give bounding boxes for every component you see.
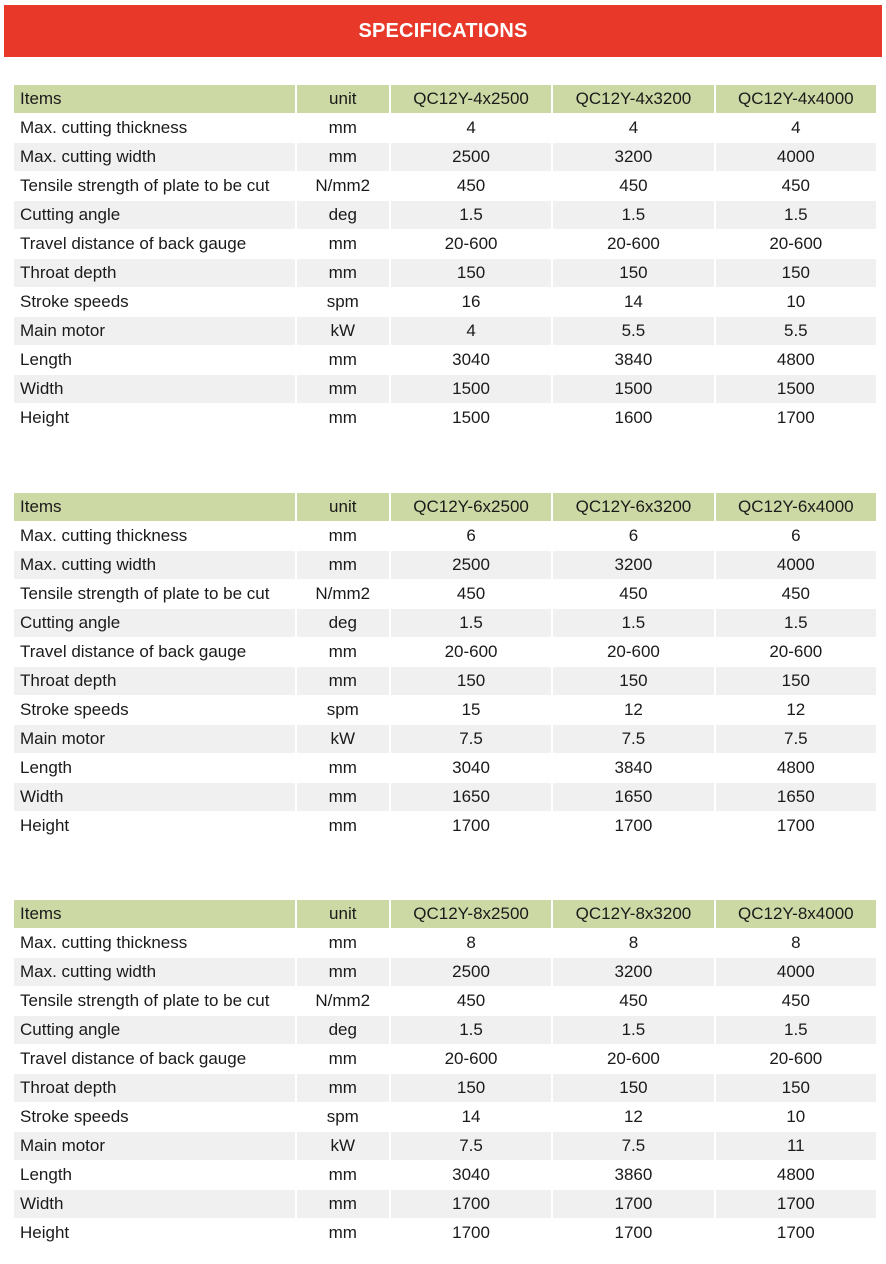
unit-cell: mm: [297, 1074, 389, 1102]
unit-cell: spm: [326, 700, 359, 719]
value-cell: 1700: [391, 1190, 551, 1218]
value-cell: 1650: [553, 783, 713, 811]
value-cell: 150: [716, 259, 876, 287]
table-row: [14, 522, 876, 550]
unit-cell: mm: [297, 551, 389, 579]
value-cell: 7.5: [391, 1132, 551, 1160]
item-name-cell: Throat depth: [14, 1074, 295, 1102]
unit-cell: mm: [328, 526, 357, 545]
value-cell: 1500: [553, 375, 713, 403]
value-cell: 2500: [391, 958, 551, 986]
value-cell: 3200: [553, 551, 713, 579]
unit-cell: mm: [328, 1049, 357, 1068]
table-row: [14, 259, 876, 287]
unit-cell: mm: [328, 1223, 357, 1242]
value-cell: 150: [716, 667, 876, 695]
table-row: [14, 696, 876, 724]
item-name-cell: Length: [20, 350, 72, 369]
unit-cell: mm: [328, 816, 357, 835]
table-row: [14, 288, 876, 316]
value-cell: 14: [623, 292, 643, 311]
value-cell: 4: [466, 118, 476, 137]
value-cell: 1700: [614, 816, 653, 835]
unit-cell: N/mm2: [315, 176, 371, 195]
value-cell: 3840: [614, 350, 653, 369]
value-cell: 11: [716, 1132, 876, 1160]
item-name-cell: Max. cutting width: [14, 551, 295, 579]
table-row: [14, 230, 876, 258]
value-cell: 3840: [614, 758, 653, 777]
table-header-row: [14, 493, 876, 521]
value-cell: 2500: [391, 551, 551, 579]
item-name-cell: Cutting angle: [14, 609, 295, 637]
item-name-cell: Tensile strength of plate to be cut: [20, 176, 270, 195]
item-name-cell: Main motor: [14, 725, 295, 753]
value-cell: 16: [461, 292, 481, 311]
value-cell: 4000: [716, 551, 876, 579]
table-row: [14, 812, 876, 840]
value-cell: 4: [628, 118, 639, 137]
value-cell: 12: [623, 1107, 643, 1126]
unit-cell: N/mm2: [315, 584, 371, 603]
value-cell: 1.5: [716, 201, 876, 229]
unit-cell: deg: [297, 201, 389, 229]
unit-cell: mm: [297, 143, 389, 171]
table-row: [14, 929, 876, 957]
item-name-cell: Travel distance of back gauge: [20, 642, 247, 661]
column-header-unit: unit: [297, 493, 389, 521]
item-name-cell: Max. cutting width: [14, 958, 295, 986]
table-row: [14, 1016, 876, 1044]
value-cell: 1700: [452, 816, 490, 835]
item-name-cell: Width: [14, 1190, 295, 1218]
value-cell: 3040: [452, 758, 490, 777]
value-cell: 8: [628, 933, 639, 952]
item-name-cell: Stroke speeds: [20, 700, 129, 719]
value-cell: 1500: [452, 408, 490, 427]
value-cell: 450: [619, 584, 648, 603]
value-cell: 450: [456, 991, 486, 1010]
table-row: [14, 1074, 876, 1102]
value-cell: 4800: [776, 1165, 815, 1184]
value-cell: 1500: [391, 375, 551, 403]
value-cell: 1700: [776, 1223, 815, 1242]
value-cell: 20-600: [769, 234, 823, 253]
value-cell: 10: [786, 292, 806, 311]
item-name-cell: Length: [20, 1165, 72, 1184]
value-cell: 4: [791, 118, 801, 137]
unit-cell: mm: [328, 642, 357, 661]
table-row: [14, 783, 876, 811]
table-row: [14, 317, 876, 345]
value-cell: 150: [391, 667, 551, 695]
value-cell: 7.5: [716, 725, 876, 753]
table-row: [14, 638, 876, 666]
item-name-cell: Height: [20, 1223, 70, 1242]
value-cell: 1.5: [716, 609, 876, 637]
unit-cell: mm: [328, 118, 357, 137]
table-header-row: [14, 900, 876, 928]
item-name-cell: Main motor: [14, 317, 295, 345]
specifications-banner: [4, 5, 882, 57]
value-cell: 20-600: [606, 642, 660, 661]
value-cell: 450: [456, 176, 486, 195]
unit-cell: spm: [326, 1107, 359, 1126]
item-name-cell: Width: [14, 375, 295, 403]
item-name-cell: Tensile strength of plate to be cut: [20, 584, 270, 603]
value-cell: 450: [456, 584, 486, 603]
item-name-cell: Travel distance of back gauge: [20, 1049, 247, 1068]
table-row: [14, 551, 876, 579]
unit-cell: kW: [297, 1132, 389, 1160]
item-name-cell: Cutting angle: [14, 1016, 295, 1044]
column-header-model: QC12Y-6x4000: [716, 493, 876, 521]
table-row: [14, 667, 876, 695]
unit-cell: mm: [297, 958, 389, 986]
value-cell: 3040: [452, 350, 490, 369]
item-name-cell: Max. cutting thickness: [20, 933, 188, 952]
column-header-model: QC12Y-6x2500: [391, 493, 551, 521]
table-row: [14, 172, 876, 200]
unit-cell: deg: [297, 609, 389, 637]
column-header-items: Items: [14, 85, 295, 113]
item-name-cell: Main motor: [14, 1132, 295, 1160]
value-cell: 1.5: [553, 609, 713, 637]
table-row: [14, 114, 876, 142]
table-row: [14, 1045, 876, 1073]
table-header-row: [14, 85, 876, 113]
item-name-cell: Cutting angle: [14, 201, 295, 229]
item-name-cell: Max. cutting thickness: [20, 526, 188, 545]
value-cell: 1.5: [553, 1016, 713, 1044]
item-name-cell: Throat depth: [14, 667, 295, 695]
spec-table-8mm: [12, 899, 878, 1248]
value-cell: 8: [466, 933, 476, 952]
value-cell: 1700: [452, 1223, 490, 1242]
value-cell: 1700: [614, 1223, 653, 1242]
value-cell: 7.5: [553, 1132, 713, 1160]
item-name-cell: Tensile strength of plate to be cut: [20, 991, 270, 1010]
unit-cell: spm: [326, 292, 359, 311]
table-row: [14, 1132, 876, 1160]
value-cell: 20-600: [606, 1049, 660, 1068]
item-name-cell: Max. cutting width: [14, 143, 295, 171]
value-cell: 150: [716, 1074, 876, 1102]
column-header-model: QC12Y-4x2500: [391, 85, 551, 113]
column-header-items: Items: [14, 900, 295, 928]
value-cell: 6: [628, 526, 639, 545]
value-cell: 4: [391, 317, 551, 345]
value-cell: 150: [553, 259, 713, 287]
unit-cell: mm: [328, 408, 357, 427]
item-name-cell: Width: [14, 783, 295, 811]
unit-cell: mm: [328, 1165, 357, 1184]
item-name-cell: Throat depth: [14, 259, 295, 287]
value-cell: 3040: [452, 1165, 490, 1184]
value-cell: 1650: [716, 783, 876, 811]
value-cell: 20-600: [444, 1049, 498, 1068]
table-row: [14, 1161, 876, 1189]
table-row: [14, 404, 876, 432]
unit-cell: mm: [328, 350, 357, 369]
value-cell: 6: [791, 526, 801, 545]
value-cell: 1.5: [391, 1016, 551, 1044]
page-title: SPECIFICATIONS: [358, 19, 528, 42]
unit-cell: N/mm2: [315, 991, 371, 1010]
column-header-unit: unit: [297, 85, 389, 113]
item-name-cell: Length: [20, 758, 72, 777]
value-cell: 7.5: [553, 725, 713, 753]
column-header-model: QC12Y-6x3200: [553, 493, 713, 521]
table-row: [14, 754, 876, 782]
column-header-model: QC12Y-8x2500: [391, 900, 551, 928]
column-header-items: Items: [14, 493, 295, 521]
unit-cell: mm: [297, 375, 389, 403]
item-name-cell: Max. cutting thickness: [20, 118, 188, 137]
item-name-cell: Stroke speeds: [20, 1107, 129, 1126]
table-row: [14, 987, 876, 1015]
value-cell: 1650: [391, 783, 551, 811]
column-header-model: QC12Y-8x3200: [553, 900, 713, 928]
value-cell: 450: [619, 176, 648, 195]
value-cell: 8: [791, 933, 801, 952]
table-row: [14, 143, 876, 171]
value-cell: 4000: [716, 958, 876, 986]
unit-cell: mm: [328, 758, 357, 777]
value-cell: 1.5: [391, 609, 551, 637]
table-row: [14, 725, 876, 753]
table-row: [14, 580, 876, 608]
unit-cell: kW: [297, 317, 389, 345]
value-cell: 20-600: [444, 642, 498, 661]
table-row: [14, 1190, 876, 1218]
value-cell: 150: [391, 259, 551, 287]
value-cell: 1700: [553, 1190, 713, 1218]
table-row: [14, 201, 876, 229]
spec-table-6mm: [12, 492, 878, 841]
value-cell: 450: [619, 991, 648, 1010]
value-cell: 1500: [716, 375, 876, 403]
value-cell: 20-600: [606, 234, 660, 253]
value-cell: 3860: [614, 1165, 653, 1184]
unit-cell: mm: [328, 933, 357, 952]
value-cell: 1700: [776, 816, 815, 835]
value-cell: 20-600: [769, 1049, 823, 1068]
table-row: [14, 609, 876, 637]
value-cell: 1.5: [391, 201, 551, 229]
value-cell: 6: [466, 526, 476, 545]
value-cell: 1.5: [553, 201, 713, 229]
value-cell: 7.5: [391, 725, 551, 753]
value-cell: 12: [786, 700, 806, 719]
table-row: [14, 1103, 876, 1131]
value-cell: 450: [781, 176, 810, 195]
value-cell: 4800: [776, 758, 815, 777]
column-header-model: QC12Y-8x4000: [716, 900, 876, 928]
value-cell: 20-600: [444, 234, 498, 253]
value-cell: 12: [623, 700, 643, 719]
unit-cell: deg: [297, 1016, 389, 1044]
item-name-cell: Height: [20, 816, 70, 835]
item-name-cell: Stroke speeds: [20, 292, 129, 311]
column-header-unit: unit: [297, 900, 389, 928]
item-name-cell: Height: [20, 408, 70, 427]
value-cell: 150: [391, 1074, 551, 1102]
value-cell: 5.5: [716, 317, 876, 345]
value-cell: 450: [781, 584, 810, 603]
unit-cell: mm: [328, 234, 357, 253]
item-name-cell: Travel distance of back gauge: [20, 234, 247, 253]
value-cell: 450: [781, 991, 810, 1010]
table-row: [14, 1219, 876, 1247]
unit-cell: mm: [297, 667, 389, 695]
value-cell: 1700: [776, 408, 815, 427]
unit-cell: kW: [297, 725, 389, 753]
value-cell: 3200: [553, 958, 713, 986]
value-cell: 20-600: [769, 642, 823, 661]
unit-cell: mm: [297, 1190, 389, 1218]
unit-cell: mm: [297, 783, 389, 811]
value-cell: 2500: [391, 143, 551, 171]
unit-cell: mm: [297, 259, 389, 287]
value-cell: 150: [553, 667, 713, 695]
table-row: [14, 346, 876, 374]
value-cell: 4800: [776, 350, 815, 369]
value-cell: 15: [461, 700, 481, 719]
table-row: [14, 375, 876, 403]
value-cell: 1600: [614, 408, 653, 427]
value-cell: 150: [553, 1074, 713, 1102]
value-cell: 4000: [716, 143, 876, 171]
spec-table-4mm: [12, 84, 878, 433]
value-cell: 10: [786, 1107, 806, 1126]
table-row: [14, 958, 876, 986]
column-header-model: QC12Y-4x4000: [716, 85, 876, 113]
value-cell: 1700: [716, 1190, 876, 1218]
value-cell: 5.5: [553, 317, 713, 345]
column-header-model: QC12Y-4x3200: [553, 85, 713, 113]
value-cell: 14: [461, 1107, 481, 1126]
value-cell: 3200: [553, 143, 713, 171]
value-cell: 1.5: [716, 1016, 876, 1044]
